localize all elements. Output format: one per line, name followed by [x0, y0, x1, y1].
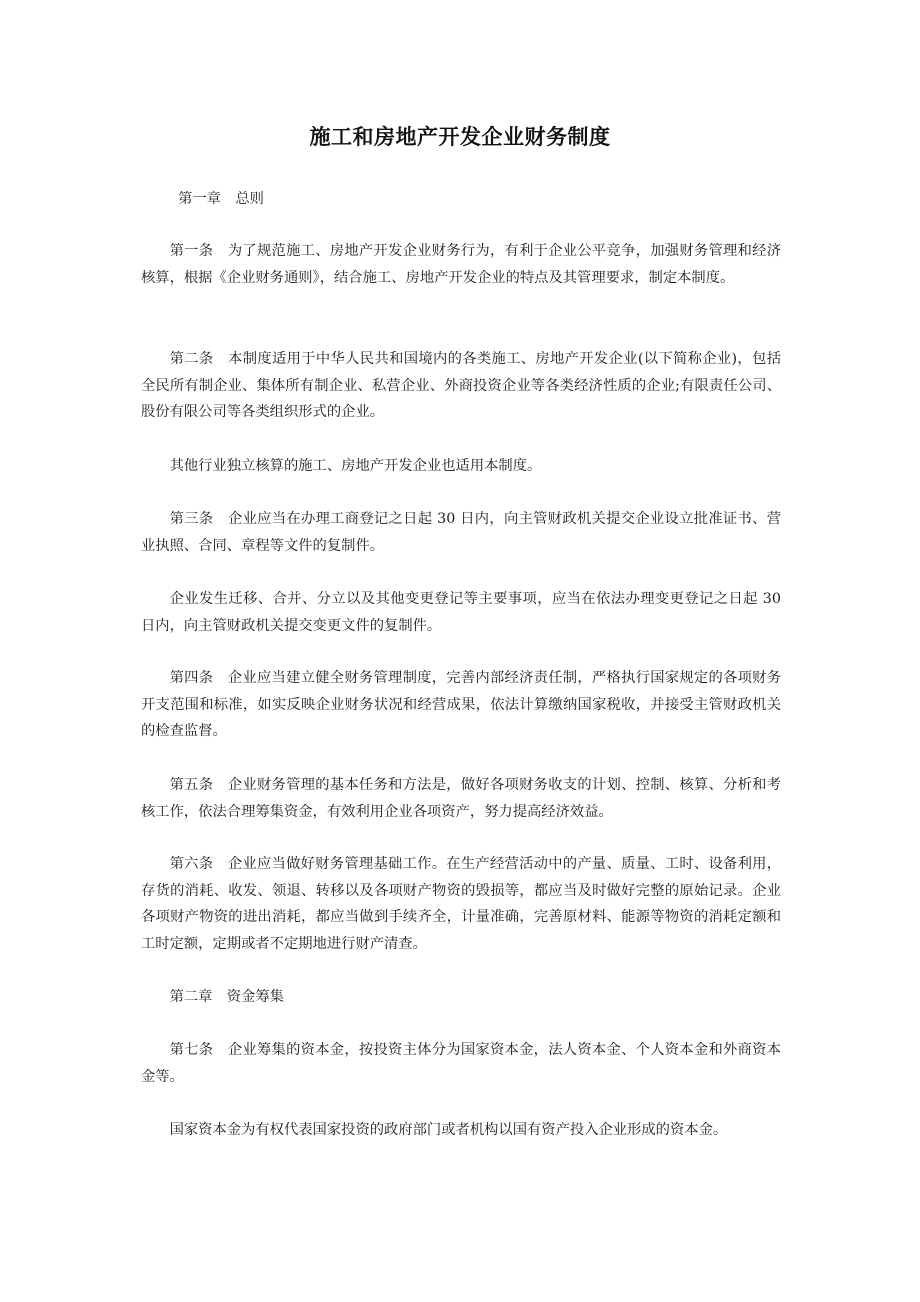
chapter-heading: 第一章 总则: [178, 191, 264, 207]
body-paragraph: 国家资本金为有权代表国家投资的政府部门或者机构以国有资产投入企业形成的资本金。: [169, 1122, 728, 1138]
article-paragraph: 第一条 为了规范施工、房地产开发企业财务行为，有利于企业公平竞争，加强财务管理和经济核算，根据《企业财务通则》，结合施工、房地产开发企业的特点及其管理要求，制定本制度。: [141, 243, 781, 286]
article-paragraph: 第七条 企业筹集的资本金，按投资主体分为国家资本金，法人资本金、个人资本金和外商资本金等。: [141, 1042, 781, 1085]
body-paragraph: 其他行业独立核算的施工、房地产开发企业也适用本制度。: [169, 458, 542, 474]
article-paragraph: 第六条 企业应当做好财务管理基础工作。在生产经营活动中的产量、质量、工时、设备利用，存货的消耗、收发、领退、转移以及各项财产物资的毁损等，都应当及时做好完整的原始记录。企业各项财产物资的进出消耗，都应当做到手续齐全，计量准确，完善原材料、能源等物资的消耗定额和工时定额，定期或者不定期地进行财产清查。: [141, 856, 781, 952]
article-paragraph: 第五条 企业财务管理的基本任务和方法是，做好各项财务收支的计划、控制、核算、分析和考核工作，依法合理筹集资金，有效利用企业各项资产，努力提高经济效益。: [141, 777, 781, 820]
document-title: 施工和房地产开发企业财务制度: [309, 124, 611, 149]
article-paragraph: 第四条 企业应当建立健全财务管理制度，完善内部经济责任制，严格执行国家规定的各项财务开支范围和标准，如实反映企业财务状况和经营成果，依法计算缴纳国家税收，并接受主管财政机关的检查监督。: [141, 670, 781, 739]
chapter-heading: 第二章 资金筹集: [169, 989, 284, 1005]
article-paragraph: 第二条 本制度适用于中华人民共和国境内的各类施工、房地产开发企业(以下简称企业)，包括全民所有制企业、集体所有制企业、私营企业、外商投资企业等各类经济性质的企业;有限责任公司、股份有限公司等各类组织形式的企业。: [141, 351, 781, 420]
article-paragraph: 第三条 企业应当在办理工商登记之日起 30 日内，向主管财政机关提交企业设立批准证书、营业执照、合同、章程等文件的复制件。: [141, 511, 781, 554]
body-paragraph: 企业发生迁移、合并、分立以及其他变更登记等主要事项，应当在依法办理变更登记之日起 30 日内，向主管财政机关提交变更文件的复制件。: [141, 591, 781, 634]
